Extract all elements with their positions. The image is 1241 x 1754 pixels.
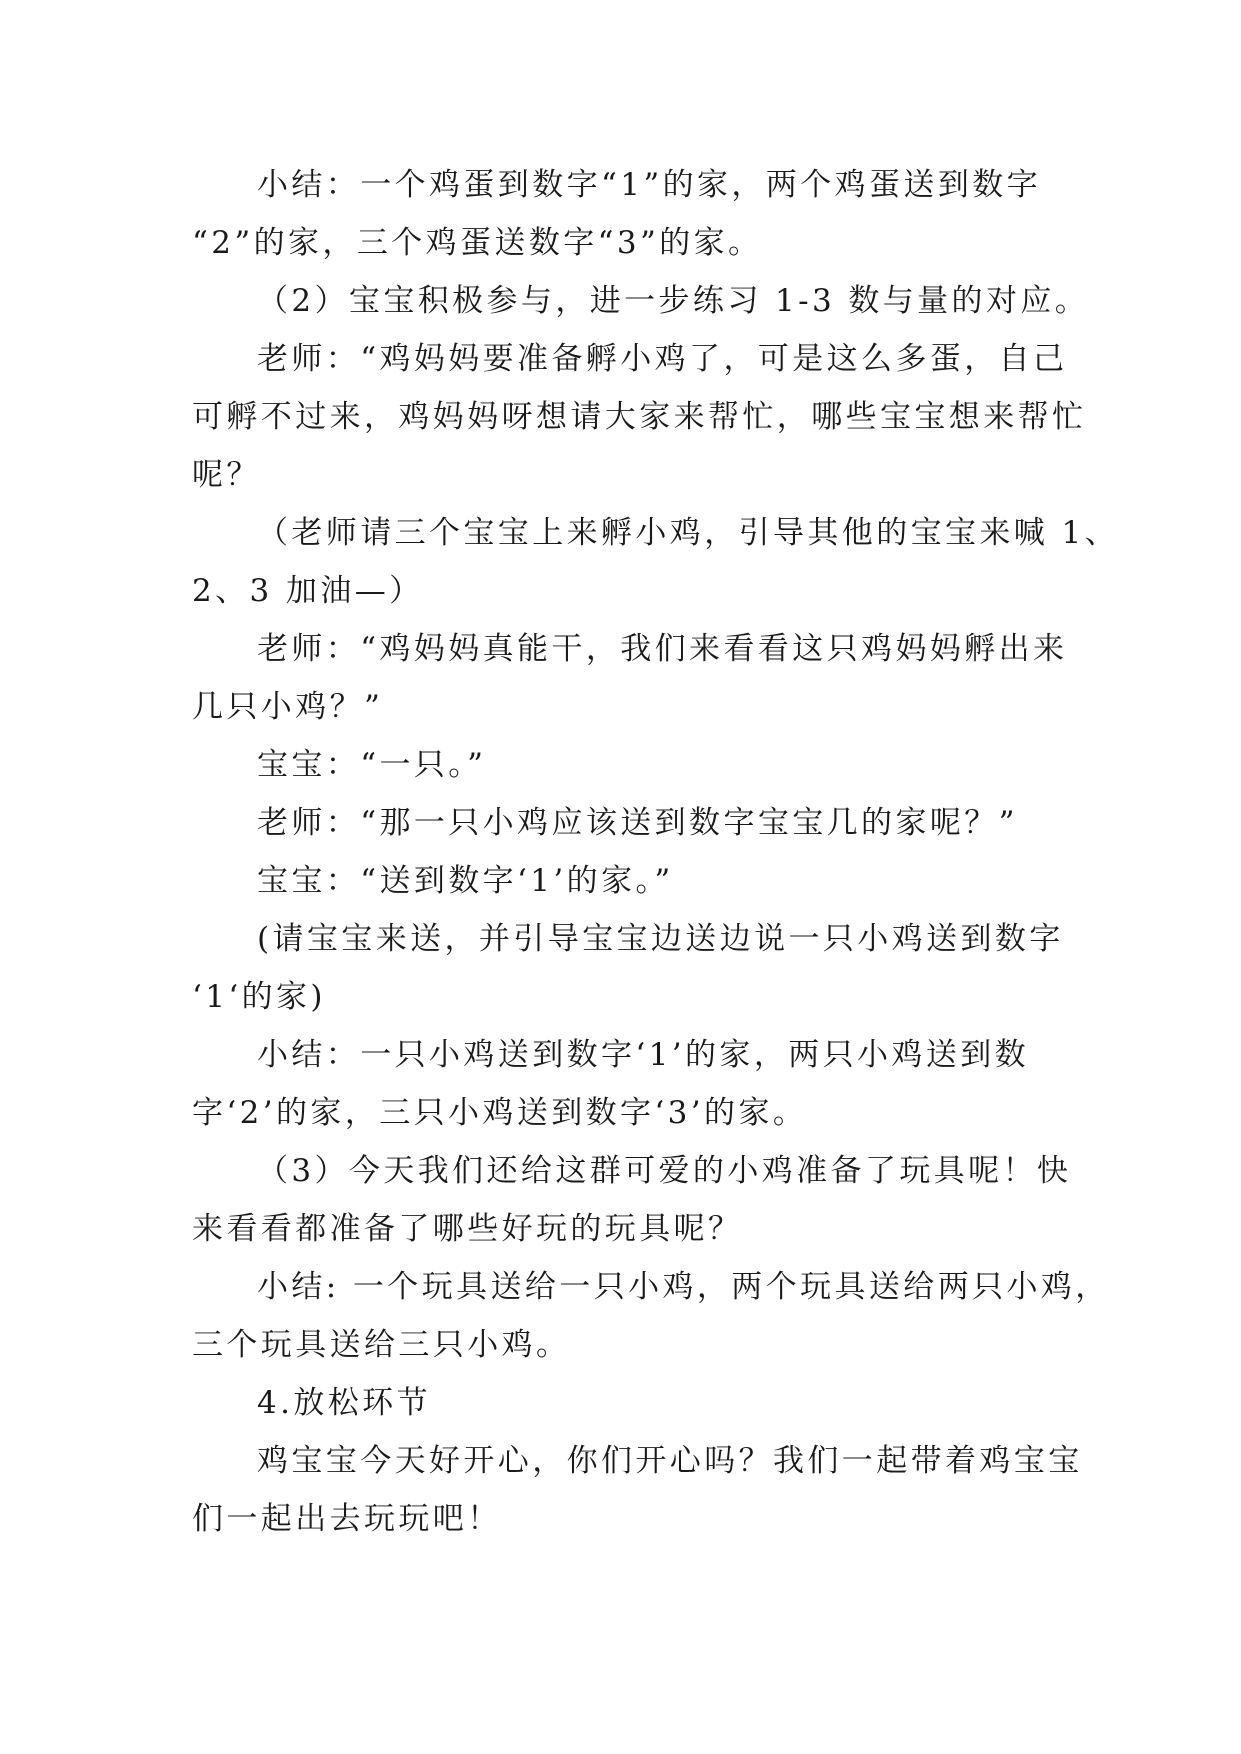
text-line: 老师：“鸡妈妈要准备孵小鸡了，可是这么多蛋，自己 [257,341,1068,377]
text-line: ‘1‘的家) [192,979,326,1015]
text-line: 呢？ [192,457,261,493]
text-line: 小结：一个鸡蛋到数字“1”的家，两个鸡蛋送到数字 [257,167,1042,203]
text-line: 2、3 加油—） [192,573,424,609]
text-line: 老师：“鸡妈妈真能干，我们来看看这只鸡妈妈孵出来 [257,631,1068,667]
text-line: 可孵不过来，鸡妈妈呀想请大家来帮忙，哪些宝宝想来帮忙 [192,399,1087,435]
text-line: 们一起出去玩玩吧！ [192,1501,502,1537]
text-line: 4.放松环节 [257,1385,431,1421]
text-line: 字‘2’的家，三只小鸡送到数字‘3’的家。 [192,1095,808,1131]
text-line: 几只小鸡？” [192,689,384,725]
text-line: 老师：“那一只小鸡应该送到数字宝宝几的家呢？” [257,805,1018,841]
text-line: 小结: 一个玩具送给一只小鸡，两个玩具送给两只小鸡， [257,1269,1110,1305]
text-line: 宝宝：“一只。” [257,747,487,783]
text-line: 小结：一只小鸡送到数字‘1’的家，两只小鸡送到数 [257,1037,1030,1073]
text-line: （老师请三个宝宝上来孵小鸡，引导其他的宝宝来喊 1、 [257,515,1119,551]
text-line: 三个玩具送给三只小鸡。 [192,1327,571,1363]
text-line: 鸡宝宝今天好开心，你们开心吗？我们一起带着鸡宝宝 [257,1443,1083,1479]
text-line: “2”的家，三个鸡蛋送数字“3”的家。 [192,225,763,261]
text-line: （3）今天我们还给这群可爱的小鸡准备了玩具呢！快 [257,1153,1072,1189]
text-line: 宝宝：“送到数字‘1’的家。” [257,863,674,899]
text-line: （2）宝宝积极参与，进一步练习 1-3 数与量的对应。 [257,283,1090,319]
text-line: 来看看都准备了哪些好玩的玩具呢？ [192,1211,743,1247]
text-line: (请宝宝来送，并引导宝宝边送边说一只小鸡送到数字 [257,921,1064,957]
